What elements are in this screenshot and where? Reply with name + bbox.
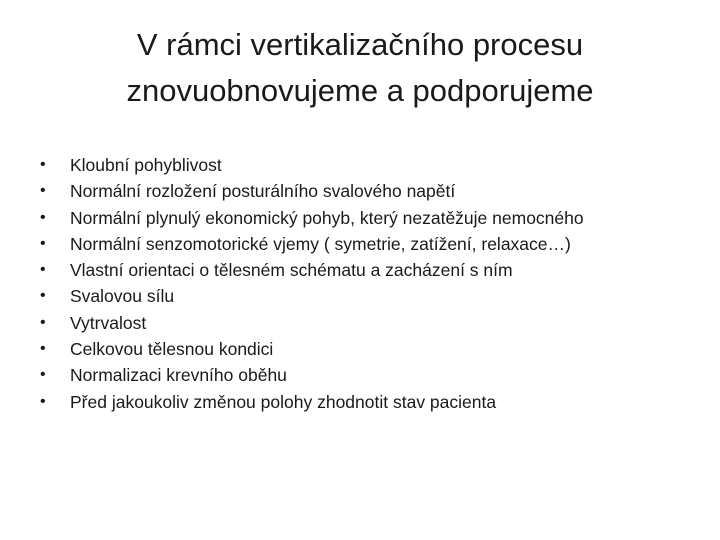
- list-item-text: Svalovou sílu: [70, 286, 175, 307]
- list-item-text: Normální senzomotorické vjemy ( symetrie, zatížení, relaxace…): [70, 233, 571, 254]
- list-item: [40, 178, 690, 204]
- list-item-text: Celkovou tělesnou kondici: [70, 339, 274, 360]
- bullet-icon: •: [40, 234, 46, 252]
- list-item: [40, 283, 690, 309]
- slide-title-line-1: V rámci vertikalizačního procesu: [136, 27, 584, 62]
- bullet-icon: •: [40, 182, 46, 200]
- list-item: [40, 310, 690, 336]
- list-item-text: Vlastní orientaci o tělesném schématu a zacházení s ním: [70, 260, 513, 281]
- list-item-text: Normální rozložení posturálního svalového napětí: [70, 181, 456, 202]
- list-item: [40, 152, 690, 178]
- list-item: [40, 362, 690, 388]
- list-item-text: Před jakoukoliv změnou polohy zhodnotit stav pacienta: [70, 391, 497, 412]
- list-item-text: Vytrvalost: [70, 312, 147, 333]
- list-item: [40, 205, 690, 231]
- list-item-text: Normální plynulý ekonomický pohyb, který nezatěžuje nemocného: [70, 207, 584, 228]
- bullet-icon: •: [40, 366, 46, 384]
- bullet-icon: •: [40, 208, 46, 226]
- bullet-icon: •: [40, 261, 46, 279]
- list-item-text: Kloubní pohyblivost: [70, 155, 222, 175]
- bullet-icon: •: [40, 156, 46, 173]
- slide-title: [40, 22, 680, 114]
- list-item: [40, 389, 690, 415]
- bullet-icon: •: [40, 313, 46, 331]
- list-item: [40, 336, 690, 362]
- bullet-list: [40, 152, 690, 415]
- list-item: [40, 231, 690, 257]
- slide-title-line-2: znovuobnovujeme a podporujeme: [126, 73, 594, 108]
- bullet-icon: •: [40, 287, 46, 305]
- list-item: [40, 257, 690, 283]
- bullet-icon: •: [40, 392, 46, 410]
- list-item-text: Normalizaci krevního oběhu: [70, 365, 287, 386]
- bullet-icon: •: [40, 340, 46, 358]
